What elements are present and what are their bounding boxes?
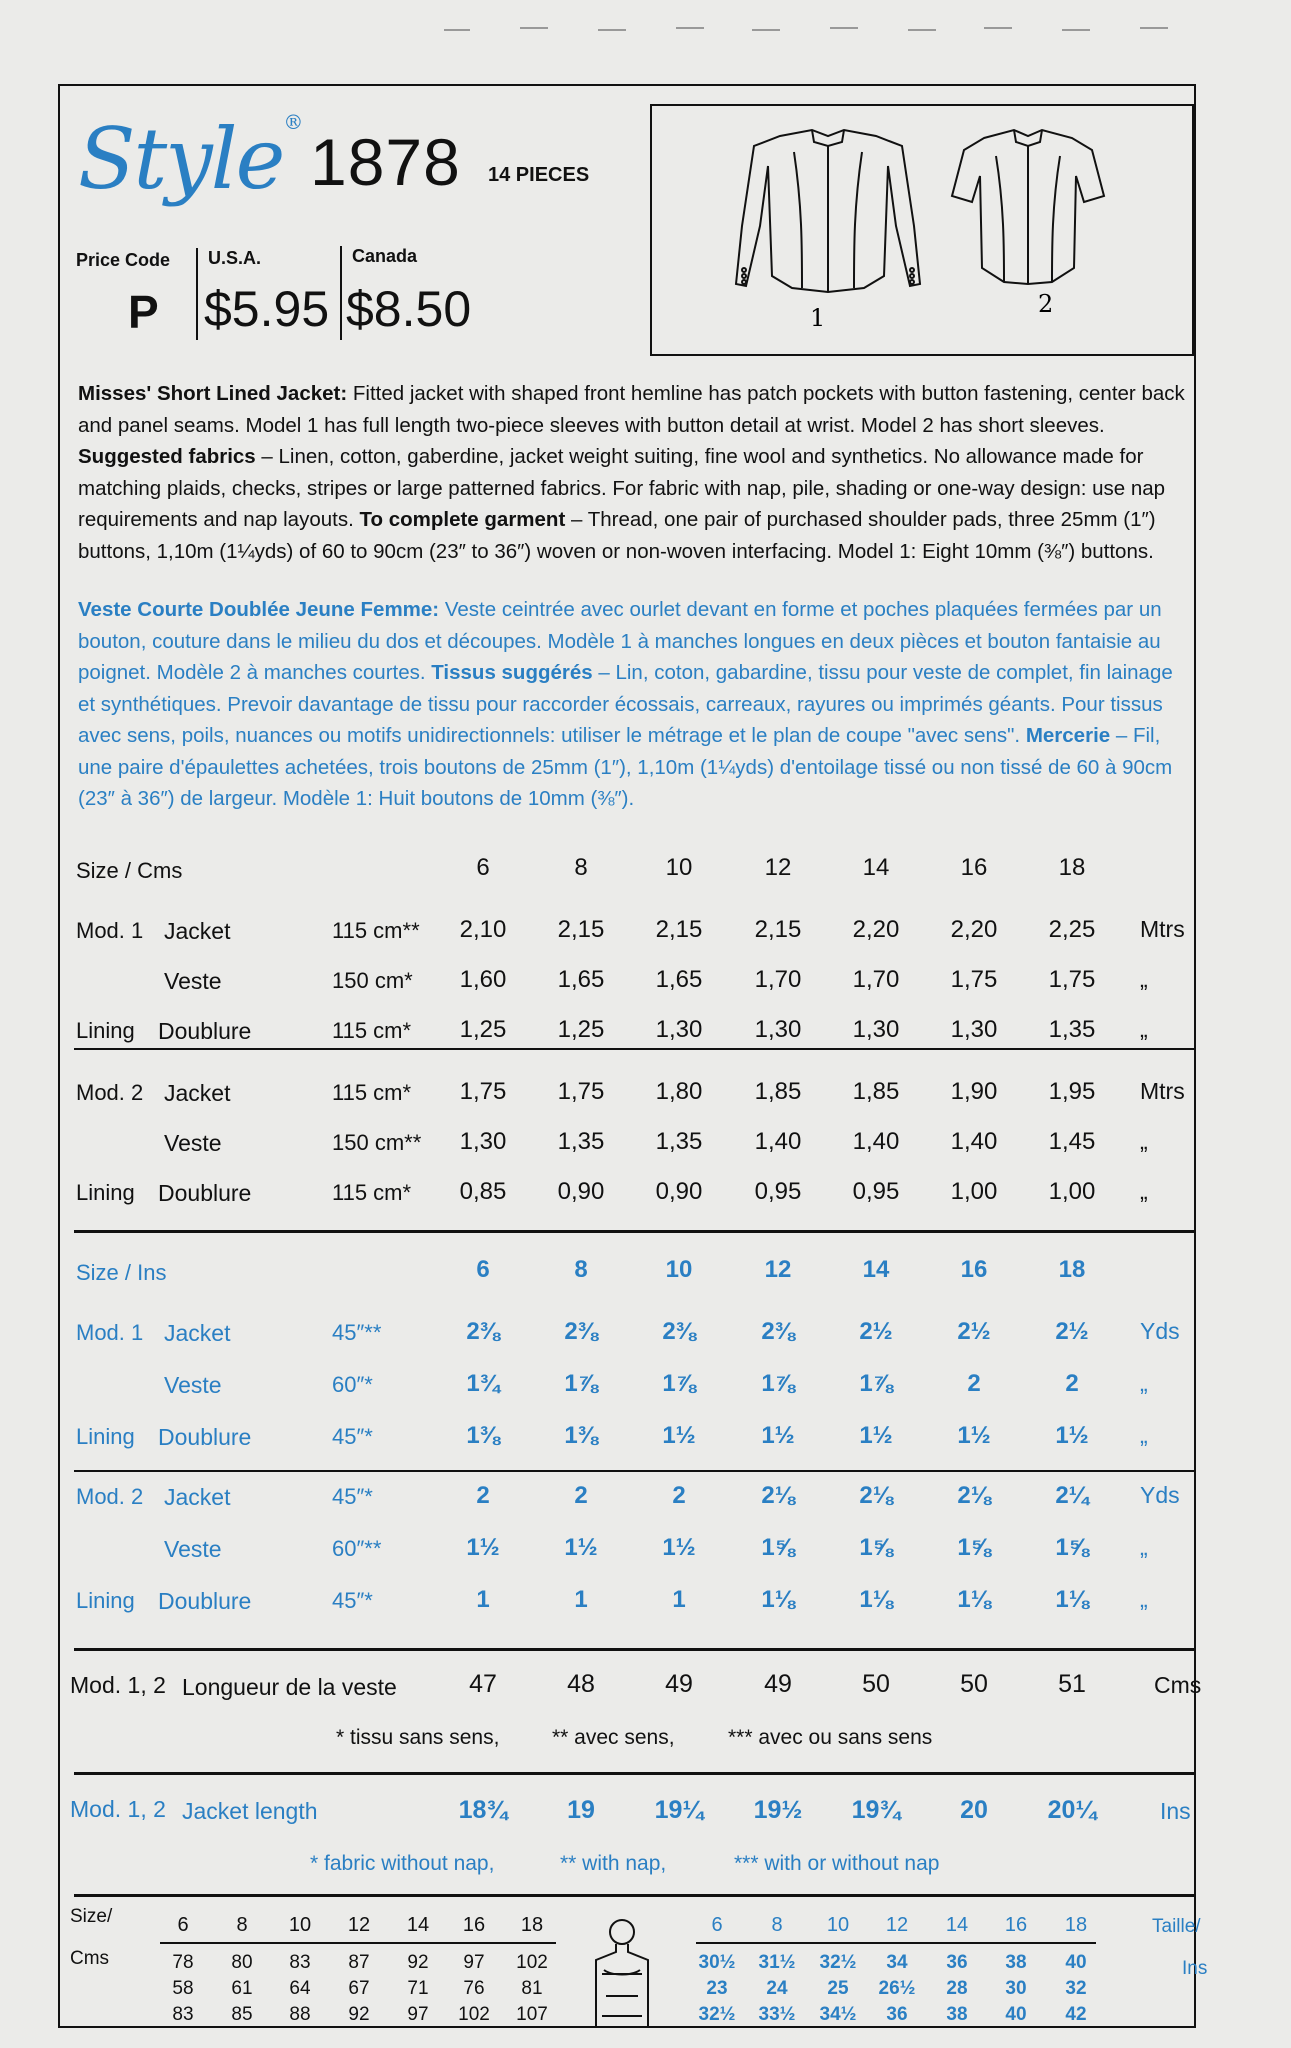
- measure-value: 81: [521, 1978, 543, 1999]
- measure-taille-label: Taille/: [1152, 1916, 1201, 1937]
- yardage-value: 1½: [957, 1422, 991, 1449]
- length-value: 19½: [753, 1796, 803, 1824]
- measure-value: 31½: [758, 1952, 796, 1973]
- size-header-label: Size / Cms: [76, 858, 183, 883]
- size-header: 18: [1058, 854, 1086, 881]
- divider: [74, 1894, 1194, 1897]
- yardage-value: 1: [476, 1586, 490, 1613]
- yardage-value: 0,95: [852, 1178, 900, 1205]
- measure-value: 36: [886, 2004, 908, 2025]
- yardage-value: 1⅛: [957, 1586, 991, 1613]
- measure-value: 34½: [819, 2004, 857, 2025]
- length-value: 20: [960, 1796, 988, 1824]
- row-garment-label: Doublure: [158, 1018, 252, 1044]
- canada-label: Canada: [352, 246, 418, 266]
- measure-value: 33½: [758, 2004, 796, 2025]
- length-label: Jacket length: [182, 1798, 318, 1824]
- measure-value: 40: [1005, 2004, 1027, 2025]
- yardage-value: 1⅛: [1055, 1586, 1089, 1613]
- yardage-value: 1,75: [1048, 966, 1096, 993]
- yardage-value: 1,95: [1048, 1078, 1096, 1105]
- length-unit: Cms: [1154, 1672, 1202, 1698]
- yardage-value: 1⅝: [1055, 1534, 1089, 1561]
- yardage-value: 1⅛: [859, 1586, 893, 1613]
- length-value: 47: [469, 1670, 497, 1698]
- size-header: 12: [764, 1256, 792, 1283]
- yardage-value: 1⅞: [761, 1370, 795, 1397]
- length-value: 50: [960, 1670, 988, 1698]
- yardage-value: 2: [574, 1482, 588, 1509]
- row-unit: „: [1140, 1128, 1148, 1154]
- measure-size: 6: [177, 1914, 189, 1936]
- length-value: 49: [665, 1670, 693, 1698]
- row-garment-label: Jacket: [164, 1080, 231, 1106]
- measure-value: 32½: [819, 1952, 857, 1973]
- yardage-value: 1: [672, 1586, 686, 1613]
- measure-value: 28: [946, 1978, 968, 1999]
- measure-value: 88: [289, 2004, 311, 2025]
- price-divider-2: [340, 246, 342, 340]
- row-fabric-width: 115 cm*: [332, 1180, 412, 1205]
- measure-value: 42: [1065, 2004, 1087, 2025]
- yardage-value: 1,85: [754, 1078, 802, 1105]
- measure-value: 23: [706, 1978, 728, 1999]
- yardage-value: 2⅜: [466, 1318, 500, 1345]
- yardage-value: 1,00: [1048, 1178, 1096, 1205]
- yardage-value: 1½: [466, 1534, 500, 1561]
- length-value: 50: [862, 1670, 890, 1698]
- garment-sketch-box: [650, 104, 1194, 356]
- yardage-value: 2⅛: [761, 1482, 795, 1509]
- measure-size: 8: [771, 1914, 783, 1936]
- yardage-value: 1⅝: [761, 1534, 795, 1561]
- measure-ins-label: Ins: [1182, 1958, 1208, 1979]
- measure-value: 32½: [698, 2004, 736, 2025]
- measure-value: 85: [231, 2004, 253, 2025]
- row-unit: „: [1140, 1586, 1148, 1612]
- row-fabric-width: 115 cm*: [332, 1080, 412, 1105]
- row-fabric-width: 45″*: [332, 1588, 373, 1613]
- divider: [74, 1230, 1194, 1233]
- row-unit: Mtrs: [1140, 916, 1185, 942]
- row-model-label: Lining: [76, 1424, 135, 1449]
- yardage-value: 1,85: [852, 1078, 900, 1105]
- row-garment-label: Veste: [164, 1130, 222, 1156]
- size-header: 14: [862, 1256, 890, 1283]
- yardage-value: 1,25: [557, 1016, 605, 1043]
- yardage-value: 2⅛: [859, 1482, 893, 1509]
- measure-size: 14: [406, 1914, 430, 1936]
- length-value: 18¾: [458, 1796, 508, 1824]
- nap-note-2: ** with nap,: [560, 1852, 667, 1875]
- measure-value: 67: [348, 1978, 370, 1999]
- measure-value: 71: [407, 1978, 429, 1999]
- yardage-value: 2⅜: [662, 1318, 696, 1345]
- measure-value: 24: [766, 1978, 788, 1999]
- yardage-value: 1,75: [459, 1078, 507, 1105]
- measure-value: 32: [1065, 1978, 1087, 1999]
- yardage-value: 1,70: [754, 966, 802, 993]
- measure-value: 36: [946, 1952, 968, 1973]
- yardage-value: 1,70: [852, 966, 900, 993]
- measure-value: 102: [458, 2004, 490, 2025]
- measure-value: 76: [463, 1978, 485, 1999]
- row-garment-label: Veste: [164, 1372, 222, 1398]
- yardage-value: 2¼: [1055, 1482, 1089, 1509]
- yardage-value: 1⅞: [564, 1370, 598, 1397]
- row-fabric-width: 115 cm**: [332, 918, 420, 943]
- yardage-value: 1½: [1055, 1422, 1089, 1449]
- view-2-label: 2: [1038, 290, 1054, 318]
- yardage-value: 1,30: [655, 1016, 703, 1043]
- yardage-value: 1⅞: [859, 1370, 893, 1397]
- yardage-value: 2½: [859, 1318, 893, 1345]
- row-unit: Yds: [1140, 1482, 1180, 1508]
- yardage-value: 1½: [662, 1422, 696, 1449]
- english-title: Misses' Short Lined Jacket:: [78, 382, 348, 405]
- measure-value: 83: [289, 1952, 311, 1973]
- yardage-value: 0,90: [557, 1178, 605, 1205]
- size-header: 6: [476, 854, 490, 881]
- row-garment-label: Doublure: [158, 1180, 252, 1206]
- pieces-count: 14 PIECES: [488, 164, 590, 186]
- yardage-value: 1⅜: [564, 1422, 598, 1449]
- yardage-value: 1⅜: [466, 1422, 500, 1449]
- measure-value: 38: [946, 2004, 968, 2025]
- measure-value: 61: [231, 1978, 253, 1999]
- length-value: 19: [567, 1796, 595, 1824]
- yardage-value: 1,30: [950, 1016, 998, 1043]
- yardage-value: 2,15: [557, 916, 605, 943]
- measure-value: 30½: [698, 1952, 736, 1973]
- yardage-value: 1⅝: [957, 1534, 991, 1561]
- body-figure-icon: [582, 1912, 662, 2032]
- row-unit: „: [1140, 1178, 1148, 1204]
- divider: [74, 1048, 1194, 1050]
- yardage-value: 1,65: [655, 966, 703, 993]
- measure-value: 38: [1005, 1952, 1027, 1973]
- measure-size: 18: [520, 1914, 544, 1936]
- canada-price: $8.50: [346, 281, 472, 337]
- row-unit: „: [1140, 966, 1148, 992]
- yardage-value: 2,10: [459, 916, 507, 943]
- row-fabric-width: 45″**: [332, 1320, 382, 1345]
- row-garment-label: Veste: [164, 968, 222, 994]
- measure-value: 80: [231, 1952, 253, 1973]
- yardage-value: 1⅞: [662, 1370, 696, 1397]
- yardage-value: 2⅛: [957, 1482, 991, 1509]
- row-unit: Mtrs: [1140, 1078, 1185, 1104]
- usa-price: $5.95: [204, 281, 330, 337]
- yardage-value: 2,20: [852, 916, 900, 943]
- yardage-value: 1,30: [852, 1016, 900, 1043]
- yardage-value: 2⅜: [761, 1318, 795, 1345]
- divider: [74, 1648, 1194, 1651]
- yardage-value: 2: [1065, 1370, 1079, 1397]
- length-label: Longueur de la veste: [182, 1674, 397, 1700]
- measure-value: 87: [348, 1952, 370, 1973]
- length-model-label: Mod. 1, 2: [70, 1672, 166, 1698]
- size-header: 12: [764, 854, 792, 881]
- yardage-value: 2: [672, 1482, 686, 1509]
- yardage-value: 1⅛: [761, 1586, 795, 1613]
- measure-value: 92: [407, 1952, 429, 1973]
- measure-value: 34: [886, 1952, 908, 1973]
- yardage-value: 2: [476, 1482, 490, 1509]
- yardage-value: 1½: [564, 1534, 598, 1561]
- measure-value: 40: [1065, 1952, 1087, 1973]
- row-garment-label: Doublure: [158, 1588, 252, 1614]
- yardage-value: 1,40: [754, 1128, 802, 1155]
- yardage-value: 1,35: [557, 1128, 605, 1155]
- usa-label: U.S.A.: [208, 248, 262, 268]
- row-garment-label: Jacket: [164, 1320, 231, 1346]
- yardage-value: 1,25: [459, 1016, 507, 1043]
- measure-size: 14: [945, 1914, 969, 1936]
- yardage-value: 1,45: [1048, 1128, 1096, 1155]
- measure-size-label: Size/: [70, 1906, 113, 1927]
- row-garment-label: Veste: [164, 1536, 222, 1562]
- yardage-value: 1,40: [852, 1128, 900, 1155]
- yardage-value: 0,85: [459, 1178, 507, 1205]
- yardage-value: 1½: [761, 1422, 795, 1449]
- measure-size: 10: [826, 1914, 850, 1936]
- yardage-value: 2,15: [754, 916, 802, 943]
- row-garment-label: Jacket: [164, 918, 231, 944]
- yardage-value: 2½: [1055, 1318, 1089, 1345]
- length-unit: Ins: [1160, 1798, 1191, 1824]
- yardage-value: 1,30: [754, 1016, 802, 1043]
- length-value: 19¼: [654, 1796, 704, 1824]
- yardage-value: 1,30: [459, 1128, 507, 1155]
- row-unit: „: [1140, 1422, 1148, 1448]
- view-1-label: 1: [810, 304, 826, 332]
- yardage-value: 2,15: [655, 916, 703, 943]
- row-fabric-width: 150 cm*: [332, 968, 413, 993]
- row-model-label: Mod. 1: [76, 918, 144, 943]
- length-value: 49: [764, 1670, 792, 1698]
- size-header: 8: [574, 854, 588, 881]
- french-description: Veste Courte Doublée Jeune Femme: Veste ceintrée avec ourlet devant en forme et poches plaquées fermées par un bouton, couture dans le milieu du dos et découpes. Modèle 1 à manches longues en deux pièces et bouton fantaisie au poignet. Modèle 2 à manches courtes. Tissus suggérés – Lin, coton, gabardine, tissu pour veste de complet, fin lainage et synthétiques. Prevoir davantage de tissu pour raccorder écossais, carreaux, rayures ou imprimés géants. Pour tissus avec sens, poils, nuances ou motifs unidirectionnels: utiliser le métrage et le plan de coupe "avec sens". Mercerie – Fil, une paire d'épaulettes achetées, trois boutons de 25mm (1″), 1,10m (1¼yds) d'entoilage tissé ou non tissé de 60 à 90cm (23″ à 36″) de largeur. Modèle 1: Huit boutons de 10mm (⅜″).: [78, 598, 1173, 810]
- length-value: 19¾: [851, 1796, 901, 1824]
- yardage-value: 1,35: [655, 1128, 703, 1155]
- yardage-value: 1½: [662, 1534, 696, 1561]
- yardage-value: 1,75: [557, 1078, 605, 1105]
- measure-value: 30: [1005, 1978, 1027, 1999]
- price-code-label: Price Code: [76, 250, 171, 270]
- yardage-value: 2: [967, 1370, 981, 1397]
- yardage-value: 1,65: [557, 966, 605, 993]
- yardage-value: 2,25: [1048, 916, 1096, 943]
- length-value: 48: [567, 1670, 595, 1698]
- row-fabric-width: 60″**: [332, 1536, 382, 1561]
- row-unit: „: [1140, 1370, 1148, 1396]
- nap-note-1: * tissu sans sens,: [336, 1726, 500, 1749]
- measure-value: 26½: [878, 1978, 916, 1999]
- row-model-label: Lining: [76, 1180, 135, 1205]
- measure-value: 97: [407, 2004, 429, 2025]
- measure-value: 83: [172, 2004, 194, 2025]
- measure-value: 97: [463, 1952, 485, 1973]
- row-unit: Yds: [1140, 1318, 1180, 1344]
- measure-value: 25: [827, 1978, 849, 1999]
- size-header: 14: [862, 854, 890, 881]
- size-header: 18: [1058, 1256, 1086, 1283]
- row-model-label: Lining: [76, 1588, 135, 1613]
- measure-value: 102: [516, 1952, 548, 1973]
- size-header: 10: [665, 1256, 693, 1283]
- size-header: 16: [960, 1256, 988, 1283]
- measure-size: 16: [462, 1914, 486, 1936]
- row-model-label: Mod. 2: [76, 1484, 144, 1509]
- yardage-value: 2,20: [950, 916, 998, 943]
- measure-value: 92: [348, 2004, 370, 2025]
- divider: [696, 1942, 1096, 1944]
- yardage-value: 1: [574, 1586, 588, 1613]
- size-header: 8: [574, 1256, 588, 1283]
- measure-size: 10: [288, 1914, 312, 1936]
- measure-value: 107: [516, 2004, 548, 2025]
- size-header-label: Size / Ins: [76, 1260, 167, 1285]
- divider: [74, 1470, 1194, 1472]
- length-value: 51: [1058, 1670, 1086, 1698]
- row-fabric-width: 45″*: [332, 1484, 373, 1509]
- pattern-number: 1878: [310, 125, 461, 199]
- row-model-label: Mod. 2: [76, 1080, 144, 1105]
- size-header: 10: [665, 854, 693, 881]
- measure-cms-label: Cms: [70, 1948, 110, 1969]
- yardage-value: 1⅝: [859, 1534, 893, 1561]
- size-header: 16: [960, 854, 988, 881]
- measure-size: 12: [885, 1914, 909, 1936]
- yardage-value: 2½: [957, 1318, 991, 1345]
- yardage-value: 0,95: [754, 1178, 802, 1205]
- row-model-label: Mod. 1: [76, 1320, 144, 1345]
- row-fabric-width: 45″*: [332, 1424, 373, 1449]
- row-garment-label: Jacket: [164, 1484, 231, 1510]
- nap-note-3: *** avec ou sans sens: [728, 1726, 933, 1749]
- nap-note-1: * fabric without nap,: [310, 1852, 495, 1875]
- yardage-value: 2⅜: [564, 1318, 598, 1345]
- row-unit: „: [1140, 1534, 1148, 1560]
- nap-note-3: *** with or without nap: [734, 1852, 940, 1875]
- divider: [74, 1772, 1194, 1775]
- size-header: 6: [476, 1256, 490, 1283]
- yardage-value: 0,90: [655, 1178, 703, 1205]
- yardage-value: 1,80: [655, 1078, 703, 1105]
- yardage-value: 1½: [859, 1422, 893, 1449]
- row-unit: „: [1140, 1016, 1148, 1042]
- measure-size: 8: [236, 1914, 248, 1936]
- yardage-value: 1,40: [950, 1128, 998, 1155]
- brand-logo: Style®: [78, 110, 302, 208]
- measure-size: 18: [1064, 1914, 1088, 1936]
- price-divider: [196, 248, 198, 340]
- french-title: Veste Courte Doublée Jeune Femme:: [78, 598, 440, 621]
- measure-value: 64: [289, 1978, 311, 1999]
- nap-note-2: ** avec sens,: [552, 1726, 675, 1749]
- row-garment-label: Doublure: [158, 1424, 252, 1450]
- row-fabric-width: 150 cm**: [332, 1130, 422, 1155]
- length-model-label: Mod. 1, 2: [70, 1796, 166, 1822]
- measure-size: 12: [347, 1914, 371, 1936]
- yardage-value: 1,60: [459, 966, 507, 993]
- yardage-value: 1¾: [466, 1370, 500, 1397]
- measure-value: 78: [172, 1952, 194, 1973]
- measure-size: 16: [1004, 1914, 1028, 1936]
- yardage-value: 1,75: [950, 966, 998, 993]
- price-code: P: [128, 286, 159, 338]
- yardage-value: 1,35: [1048, 1016, 1096, 1043]
- measure-value: 58: [172, 1978, 194, 1999]
- yardage-value: 1,00: [950, 1178, 998, 1205]
- length-value: 20¼: [1047, 1796, 1097, 1824]
- english-description: Misses' Short Lined Jacket: Fitted jacket with shaped front hemline has patch pockets with button fastening, center back and panel seams. Model 1 has full length two-piece sleeves with button detail at wrist. Model 2 has short sleeves. Suggested fabrics – Linen, cotton, gaberdine, jacket weight suiting, fine wool and synthetics. No allowance made for matching plaids, checks, stripes or large patterned fabrics. For fabric with nap, pile, shading or one-way design: use nap requirements and nap layouts. To complete garment – Thread, one pair of purchased shoulder pads, three 25mm (1″) buttons, 1,10m (1¼yds) of 60 to 90cm (23″ to 36″) woven or non-woven interfacing. Model 1: Eight 10mm (⅜″) buttons.: [78, 382, 1185, 563]
- divider: [160, 1942, 556, 1944]
- row-model-label: Lining: [76, 1018, 135, 1043]
- top-edge-marks: [0, 0, 1291, 60]
- row-fabric-width: 115 cm*: [332, 1018, 412, 1043]
- jacket-back-views-illustration: [652, 106, 1192, 354]
- row-fabric-width: 60″*: [332, 1372, 373, 1397]
- yardage-value: 1,90: [950, 1078, 998, 1105]
- measure-size: 6: [711, 1914, 723, 1936]
